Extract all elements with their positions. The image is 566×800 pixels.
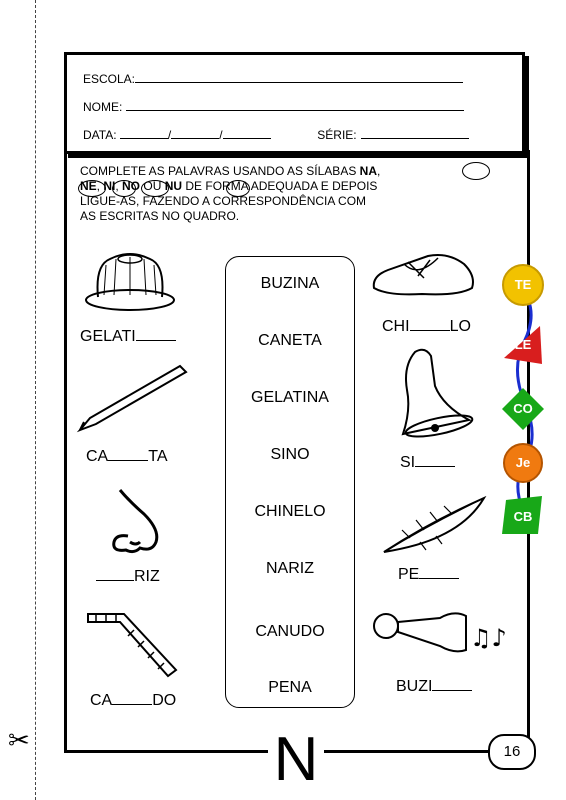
cloud-shape xyxy=(462,162,490,180)
data-row xyxy=(83,127,469,142)
word-part: BUZI xyxy=(396,678,433,695)
instructions-text: COMPLETE AS PALAVRAS USANDO AS SÍLABAS xyxy=(80,164,357,178)
syllable-ni: NI xyxy=(103,179,116,193)
escola-field[interactable] xyxy=(135,71,463,83)
slipper-icon xyxy=(368,248,478,300)
word-part: LO xyxy=(449,318,471,335)
year-field[interactable] xyxy=(223,127,271,139)
word-part: PE xyxy=(398,566,420,583)
word-item: BUZINA xyxy=(260,275,320,292)
word-part: GELATI xyxy=(80,328,136,345)
cloud-shape xyxy=(112,180,136,197)
data-label: DATA: xyxy=(83,128,117,142)
word-part: CHI xyxy=(382,318,410,335)
tab-label: LE xyxy=(514,337,532,352)
syllable-ne: NE xyxy=(80,179,97,193)
word-item: NARIZ xyxy=(266,560,314,577)
word-gelati xyxy=(80,326,176,346)
svg-text:♫♪: ♫♪ xyxy=(470,624,507,652)
blank-field[interactable] xyxy=(415,452,455,467)
day-field[interactable] xyxy=(120,127,168,139)
comma: , xyxy=(377,164,381,178)
cloud-shape xyxy=(226,180,250,197)
blank-field[interactable] xyxy=(108,446,148,461)
date-separator: / xyxy=(167,128,172,142)
cut-line xyxy=(35,0,36,800)
cloud-shape xyxy=(78,180,106,197)
word-item: CHINELO xyxy=(254,503,326,520)
escola-label: ESCOLA: xyxy=(83,72,136,86)
word-chi-lo xyxy=(382,316,471,336)
syllable-na: NA xyxy=(359,164,378,178)
blank-field[interactable] xyxy=(136,326,176,341)
pen-icon xyxy=(70,360,190,435)
tab-label: CB xyxy=(513,509,533,524)
tab-label: CO xyxy=(513,401,533,416)
tab-co[interactable] xyxy=(500,386,546,432)
nose-icon xyxy=(100,484,170,559)
blank-field[interactable] xyxy=(112,690,152,705)
tab-label: TE xyxy=(514,277,532,292)
word-buzi xyxy=(396,676,472,696)
big-letter: N xyxy=(268,720,324,800)
tab-je[interactable] xyxy=(500,440,546,486)
instructions-line-1 xyxy=(80,164,500,179)
nome-field[interactable] xyxy=(126,99,464,111)
word-riz xyxy=(96,566,160,586)
horn-icon xyxy=(370,606,520,666)
instructions-line-2: NE, NI, NO OU NU DE FORMA ADEQUADA E DEPOIS xyxy=(80,179,378,193)
word-item: CANETA xyxy=(258,332,322,349)
nome-label: NOME: xyxy=(83,100,123,114)
word-item: SINO xyxy=(270,446,310,463)
tab-label: Je xyxy=(515,455,531,470)
tab-cb[interactable] xyxy=(500,494,546,540)
word-part: CA xyxy=(86,448,109,465)
instructions-text: DE FORMA ADEQUADA E DEPOIS xyxy=(185,179,378,193)
word-part: TA xyxy=(148,448,168,465)
or-text: OU xyxy=(143,179,162,193)
bell-icon xyxy=(395,346,475,442)
instructions xyxy=(80,164,500,224)
word-si xyxy=(400,452,455,472)
syllable-no: NO xyxy=(122,179,141,193)
tab-te[interactable] xyxy=(500,262,546,308)
serie-label: SÉRIE: xyxy=(317,128,357,142)
escola-row xyxy=(83,71,463,86)
blank-field[interactable] xyxy=(419,564,459,579)
blank-field[interactable] xyxy=(96,566,134,581)
blank-field[interactable] xyxy=(410,316,450,331)
date-separator: / xyxy=(219,128,223,142)
word-part: DO xyxy=(152,692,177,709)
month-field[interactable] xyxy=(171,127,219,139)
word-item: PENA xyxy=(268,679,312,696)
word-part: RIZ xyxy=(134,568,160,585)
nome-row xyxy=(83,99,464,114)
tab-le[interactable] xyxy=(500,322,546,368)
scissors-icon: ✂ xyxy=(8,726,30,756)
header-box xyxy=(64,52,525,154)
serie-field[interactable] xyxy=(361,127,469,139)
syllable-nu: NU xyxy=(164,179,183,193)
word-item: GELATINA xyxy=(251,389,329,406)
straw-icon xyxy=(84,606,184,678)
feather-icon xyxy=(380,492,490,558)
word-ca-ta xyxy=(86,446,168,466)
word-part: CA xyxy=(90,692,113,709)
instructions-line-4: AS ESCRITAS NO QUADRO. xyxy=(80,209,240,223)
word-box xyxy=(225,256,355,708)
gelatin-icon xyxy=(80,245,180,315)
cloud-shape xyxy=(141,180,169,197)
blank-field[interactable] xyxy=(432,676,472,691)
word-item: CANUDO xyxy=(255,623,325,640)
word-pe xyxy=(398,564,459,584)
page-number: 16 xyxy=(488,734,536,770)
word-ca-do xyxy=(90,690,176,710)
instructions-line-3: LIGUE-AS, FAZENDO A CORRESPONDÊNCIA COM xyxy=(80,194,367,208)
word-part: SI xyxy=(400,454,416,471)
